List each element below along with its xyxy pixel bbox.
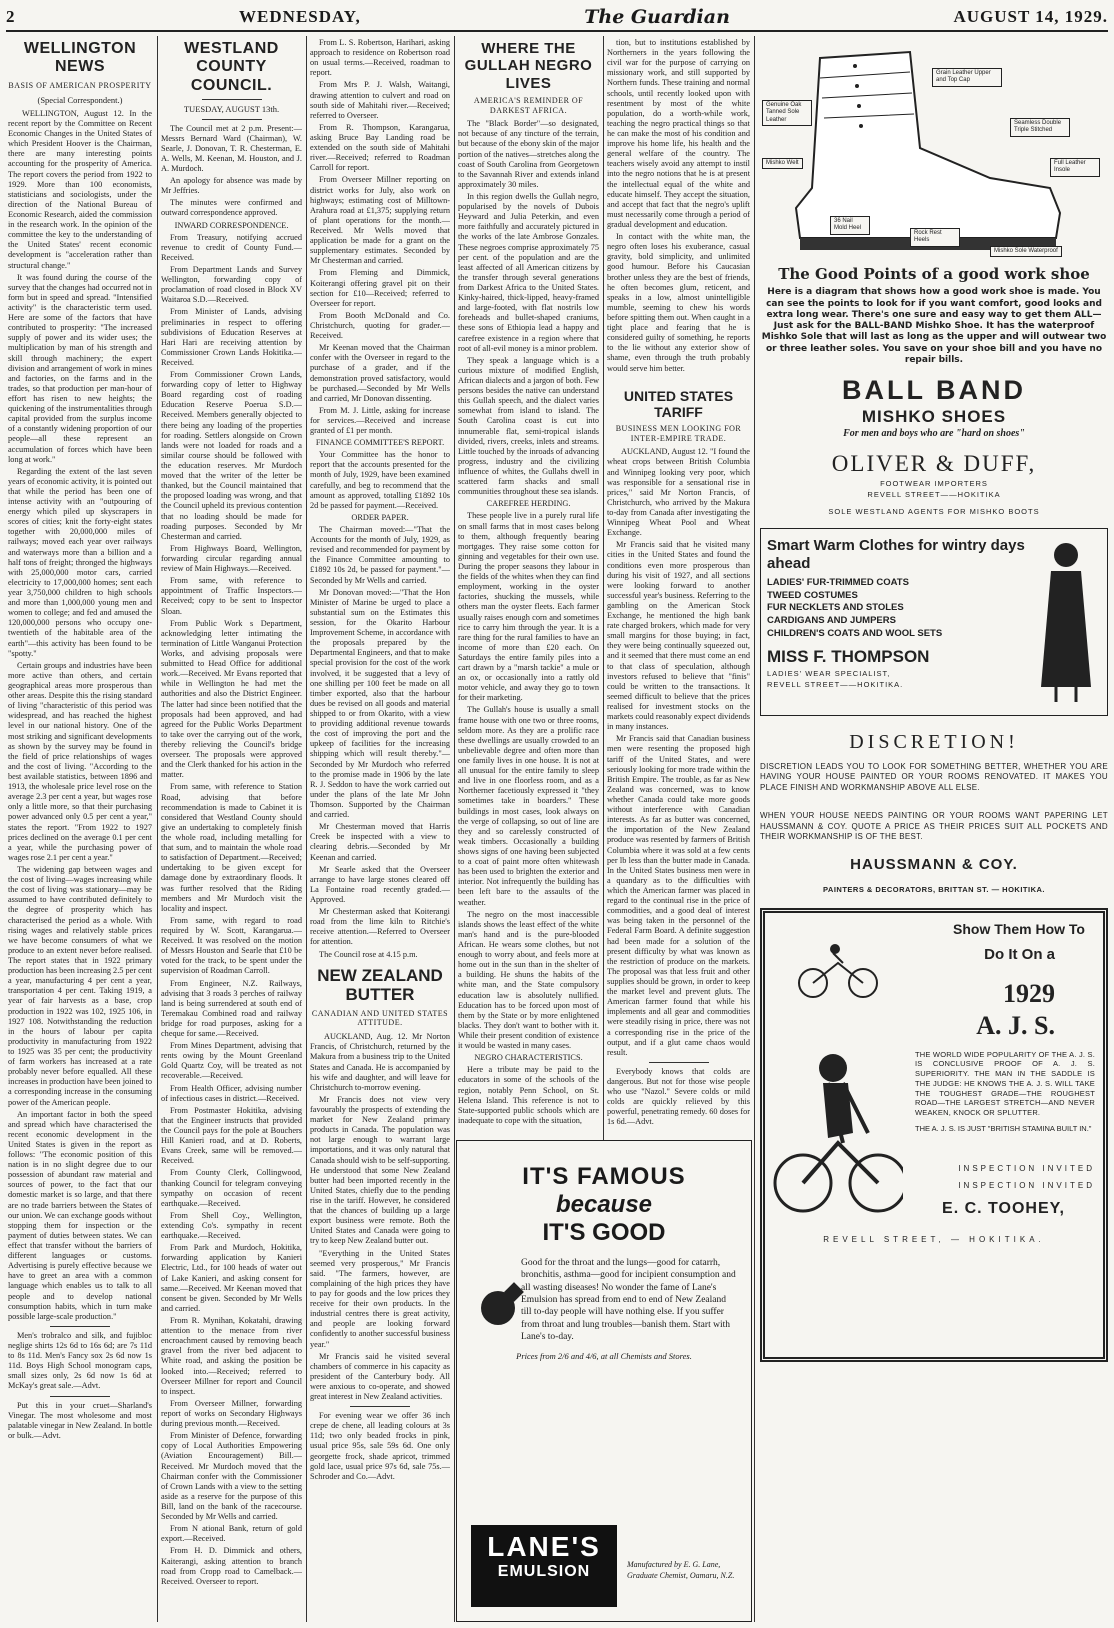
lanes-logo [471, 1525, 617, 1607]
article-paragraph: From Minister of Lands, advising preliminaries in respect to offering subdivisions of Education Reserves at Hari Hari are receiving attention by Commissioner Crown Lands Hokitika.—Received. [161, 307, 302, 367]
article-paragraph: Your Committee has the honor to report that the accounts presented for the month of July, 1929, have been examined carefully, and beg to recommend that the amount as approved, totalling £1892 10s 2d be passed for payment.—Received. [310, 450, 450, 510]
article-paragraph: From Booth McDonald and Co. Christchurch, quoting for grader.—Received. [310, 310, 450, 341]
article-paragraph: From Overseer Millner reporting on district works for July, also work on highways; estimating cost of Milltown-Arahura road at £1,375; supplying return of plant operations for the month.—Received. Mr Wells moved that application be made for a grant on the supplementary estimates. Seconded by Mr Chesterman and carried. [310, 175, 450, 266]
haussmann-address: PAINTERS & DECORATORS, BRITTAN ST. — HOKITIKA. [822, 884, 1046, 894]
oliver-duff-sub: FOOTWEAR IMPORTERS [880, 478, 988, 488]
article-paragraph: The "Black Border"—so designated, not because of any tincture of the terrain, but because of the ebony skin of the major portion of the natives—stretches along the coast of South Carolina from Georgetown to the Savannah River and extends inland approximately 30 miles. [458, 119, 599, 189]
column-divider [454, 36, 455, 1622]
article-paragraph: WELLINGTON, August 12. In the recent report by the Committee on Recent Economic Changes in the United States of which President Hoover is the Chairman, there are many interesting points accounting for the prosperity of America. The report covers the period from 1922 to 1929. More than 100 economists, statisticians and sociologists, under the direction of the National Bureau of Economic Research, aided the commission in the research work. In the opinion of the committee the key to the understanding of the United States' recent economic development is "acceleration rather than structural change." [8, 108, 152, 270]
mishko-tagline: For men and boys who are "hard on shoes" [843, 427, 1025, 439]
ballband-logo: BALL BAND [842, 375, 1026, 406]
column-wellington-news [8, 38, 152, 1622]
ad-headline: IT'S FAMOUS [522, 1163, 686, 1190]
byline: (Special Correspondent.) [37, 94, 123, 105]
article-paragraph: The negro on the most inaccessible islands shows the least effect of the white man's hand and is the pure-blooded African. He wears some clothes, but not enough to worry about, and feels more at home out in the sun than in the shelter of a building. He shuns the habits of the white man, and the State compulsory education law is absolutely nullified. Education has to be forced upon most of them by the State or by more enlightened blacks. They don't want to bother with it. While their present condition of existence it would be wasted in many cases. [458, 909, 599, 1051]
ad-body: Good for the throat and the lungs—good for catarrh, bronchitis, asthma—good for incipient consumption and all wasting diseases! No wonder the fame of Lane's Emulsion has spread from end to end of New Zealand till to-day people will have nothing else. If you suffer from throat and lung troubles—banish them. Start with Lane's to-day. [521, 1258, 736, 1343]
column-tariff [607, 38, 750, 1136]
manufacturer-note: Manufactured by E. G. Lane, Graduate Chemist, Oamaru, N.Z. [627, 1560, 735, 1580]
haussmann-name: HAUSSMANN & COY. [850, 856, 1018, 874]
divider [50, 1326, 110, 1327]
boot-label: Full Leather Insole [1050, 158, 1100, 177]
meeting-date: TUESDAY, AUGUST 13th. [183, 104, 280, 115]
logo-text: LANE'S [487, 1531, 601, 1562]
article-paragraph: Regarding the extent of the last seven years of economic activity, it is pointed out that while the period has been one of intense activity with an "outpouring of energy which piled up skyscrapers in scores of cities; knit the forty-eight states together with 20,000,000 miles of railways; moved each year over railways and waterways more than a billion and a half tons of freight; thronged the highways with 25,000,000 motor cars, carried electricity to 17,000,000 homes; sent each year 3,750,000 children to high schools and more than 1,000,000 young men and women to college; and fed and amused the 120,000,000 persons who occupy one-twentieth of the habitable area of the earth"—this activity has been found to be "spotty." [8, 466, 152, 658]
ajs-name: A. J. S. [976, 1010, 1055, 1040]
oliver-duff-agents: SOLE WESTLAND AGENTS FOR MISHKO BOOTS [828, 507, 1040, 517]
subhead-butter: CANADIAN AND UNITED STATES ATTITUDE. [311, 1008, 449, 1028]
article-paragraph: Mr Keenan moved that the Chairman confer with the Overseer in regard to the purchase of a grader, and if the demonstration proved satisfactory, would be purchased.—Seconded by Mr Wells and carried, Mr Donovan dissenting. [310, 343, 450, 403]
discretion-body: DISCRETION LEADS YOU TO LOOK FOR SOMETHING BETTER, WHETHER YOU ARE HAVING YOUR HOUSE PAINTED OR YOUR ROOMS RENOVATED. IT MAKES YOU PLACE FINISH AND WORKMANSHIP ABOVE ALL ELSE. [760, 762, 1108, 792]
article-paragraph: From Postmaster Hokitika, advising that the Engineer instructs that provided the Council pays for the pole at Bouchers Hill Kanieri road, and at D. Roberts, Evans Creek, same will be removed.—Received. [161, 1105, 302, 1166]
thompson-ad [760, 528, 1108, 716]
article-paragraph: An important factor in both the speed and spread which have characterised the recent economic development in the United States is given in the report as follows: "The economic position of this nation is in no slight degree due to our possession of abundant raw material and sources of power, to the fact that our domestic market is so large, and that there are no trade barriers between the States of our union. We can exchange goods without stopping them for inspection or the payment of duties between states. We can effect that transfer without the barriers of different languages or customs. Advertising is purely effective because we have to greet an area with a common language which enables us to talk to all people and to develop national consumption habits, which in turn make possible large-scale production." [8, 1109, 152, 1321]
ad-list [767, 577, 1031, 641]
divider [50, 1396, 110, 1397]
article-paragraph: It was found during the course of the survey that the changes had occurred not in form but in speed and spread. "Intensified activity" is the characteristic term used. Here are some of the factors that have contributed to prosperity: "The increased supply of power and its wider uses; the multiplication by man of his strength and skill through machinery; the expert division and arrangement of work in mines and factories, on the farms and in the trades, so that production per man-hour of effort has risen to new heights; the quickening of the instrumentalities through capital provided from the surplus income of a constantly widening proportion of our people—all these represent an accumulation of forces which have been long at work." [8, 272, 152, 464]
masthead [6, 4, 1108, 30]
article-paragraph: Mr Francis said that Canadian business men were resenting the proposed high tariff of the United States, and were seriously looking for more trade within the British Empire. The trouble, as far as New Zealand was concerned, was to know whether Canada could take more goods without interference with Canadian interests. As far as butter was concerned, the importation of the New Zealand produce was resented by farmers of British Columbia where it was sold at a few cents per lb less than the butter made in Canada. In the United States business men were in a quandary as to the difficulties with which the American farmer was placed in regard to the continual rise in the price of commodities, and a good deal of interest was being taken in the personnel of the Federal Farm Board. A definite suggestion had been made for a solution of the present difficulty by what was known as the restriction of produce on the markets. The proposal was that less fruit and other supplies should be grown, in order to keep the market level and prevent gluts. The American farmer found that while his implements and all gear and commodities were steadily rising in price, there was not a corresponding rise in the price of the output, and if a glut came chaos would result. [607, 734, 750, 1057]
boot-label: Seamless Double Triple Stitched [1010, 118, 1070, 137]
section-heading: CAREFREE HERDING. [486, 499, 571, 509]
article-paragraph: From Overseer Millner, forwarding report of works on Secondary Highways during previous month.—Received. [161, 1398, 302, 1429]
article-paragraph: From same, with regard to road required by W. Scott, Karangarua.—Received. It was resolved on the motion of Messrs Houston and Searle that £10 be voted for the track, to be spent under the supervision of Roadman Carroll. [161, 915, 302, 976]
column-divider [157, 36, 158, 1622]
ajs-headline: Show Them How To [953, 920, 1085, 937]
article-paragraph: "Everything in the United States seemed very prosperous," Mr Francis said. "The farmers, however, are complaining of the high prices they have to pay for goods and the low prices they receive for their own products. In the industrial centres there is great activity, and people are looking forward confidently to another successful business year." [310, 1248, 450, 1349]
article-paragraph: tion, but to institutions established by Northerners in the years following the civil war for the purpose of carrying on missionary work, and still supported by Northern funds. These training and normal schools, until recently looked upon with resentment by most of the white population, do a worth-while work, teaching the negro practical things so that he can make the most of his condition and improve his home life, his health and the general welfare of the country. The teachers wisely avoid any attempt to instil into the negro notions that he is at present the intellectual equal of the white and educate himself. They accept the situation, and accept that fact that the negro's uplift must necessarily come through a period of gradual development and education. [607, 38, 750, 229]
masthead-rule [6, 30, 1108, 32]
article-paragraph: The Council met at 2 p.m. Present:—Messrs Bernard Ward (Chairman), W. Searle, J. Donovan, T. R. Chesterman, E. A. Wells, M. Keenan, M. Houston, and J. A. Murdoch. [161, 123, 302, 173]
masthead-day: WEDNESDAY, [239, 7, 361, 26]
headline-gullah: WHERE THE GULLAH NEGRO LIVES [464, 40, 593, 92]
article-paragraph: AUCKLAND, August 12. "I found the wheat crops between British Columbia and Winnipeg looking very poor, which was responsible for a sensational rise in prices," said Mr Norton Francis, of Christchurch, who arrived by the Makura to-day from Canada after investigating the Winnipeg Wheat Pool and Wheat Exchange. [607, 447, 750, 538]
advertisement-text: For evening wear we offer 36 inch crepe de chene, all leading colours at 3s 11d; two only beaded frocks in pink, usual price 95s, sale 59s 6d. One only georgette frock, shade apricot, trimmed gold lace, usual price 97s 6d, sale 75s.—Schroder and Co.—Advt. [310, 1411, 450, 1481]
ajs-year: 1929 [1003, 979, 1055, 1009]
masthead-date: AUGUST 14, 1929. [953, 7, 1108, 26]
article-paragraph: Mr Searle asked that the Overseer arrange to have large stones cleared off La Fontaine road recently graded.—Approved. [310, 864, 450, 904]
thompson-name: MISS F. THOMPSON [767, 646, 930, 666]
divider [202, 119, 262, 120]
headline-nz-butter: NEW ZEALAND BUTTER [317, 965, 443, 1005]
ad-prices: Prices from 2/6 and 4/6, at all Chemists and Stores. [516, 1351, 692, 1362]
mishko-heading: MISHKO SHOES [861, 406, 1007, 426]
section-heading: ORDER PAPER. [351, 512, 409, 522]
article-paragraph: The minutes were confirmed and outward correspondence approved. [161, 198, 302, 218]
article-paragraph: From L. S. Robertson, Harihari, asking approach to residence on Robertson road on usual terms.—Received, roadman to report. [310, 38, 450, 78]
article-paragraph: These people live in a purely rural life on small farms that in most cases belong to them, although frequently bearing mortgages. They raise some cotton for ginning and vegetables for their own use. During the proper seasons they labour in the fields of the whites when they can find employment, working in the oyster factories, shucking the mussels, while others man the oyster fleets. Each farmer usually raises enough corn and sometimes rice to carry him through the year. It is a rare thing for the rural families to have an income of more than £20 each. On Saturdays the entire family piles into a cart drawn by a "marsh tackie" a mule or an ox, or occasionally into a rattly old motor vehicle, and away they go to town for their marketing. [458, 511, 599, 703]
ad-list-item: CHILDREN'S COATS AND WOOL SETS [767, 627, 943, 639]
article-paragraph: From Park and Murdoch, Hokitika, forwarding application by Kanieri Electric, Ltd., for 100 heads of water out of Lake Kanieri, and asking consent for same.—Received. Mr Keenan moved that consent be given. Seconded by Mr Wells and carried. [161, 1243, 302, 1313]
article-paragraph: Mr Chesterman asked that Koiterangi road from the lime kiln to Ritchie's receive attention.—Referred to Overseer for attention. [310, 907, 450, 947]
article-paragraph: From R. Mynihan, Kokatahi, drawing attention to the menace from river encroachment caused by removing beach gravel from the river bed adjacent to White road, and asking the position be looked into.—Received; referred to Overseer Millner for report and Council to inspect. [161, 1316, 302, 1396]
section-heading: INWARD CORRESPONDENCE. [174, 220, 289, 230]
boot-label: 36 Nail Mold Heel [830, 216, 870, 235]
ad-headline: Smart Warm Clothes for wintry days ahead [767, 536, 1025, 572]
article-paragraph: From Engineer, N.Z. Railways, advising that 3 roads 3 perches of railway land is being surrendered at south end of Teremakau Combined road and railway bridge for road purposes, asking for a cheque for same.—Received. [161, 978, 302, 1039]
ajs-body: THE A. J. S. IS JUST "BRITISH STAMINA BUILT IN." [915, 1123, 1092, 1133]
logo-text: EMULSION [497, 1563, 591, 1580]
article-paragraph: AUCKLAND, Aug. 12. Mr Norton Francis, of Christchurch, returned by the Makura from a business trip to the United States and Canada. He is accompanied by his wife and daughter, and will leave for Christchurch to-morrow evening. [310, 1032, 450, 1092]
article-paragraph: They speak a language which is a curious mixture of modified English, African dialects and a jargon of both. Few persons besides the native can understand this Gullah speech, and the dialect varies somewhat from island to island. The South Carolina coast is cut into innumerable flat, semi-tropical islands divided, rivers, creeks, inlets and streams. Little touched by the inroads of advancing progress, industry and the civilizing influence of whites, the Gullahs dwell in scattered farm shacks and small communities throughout these sea islands. [458, 355, 599, 497]
article-paragraph: Certain groups and industries have been more active than others, and certain geographical areas more prosperous than other areas. Despite this the rising standard of living "characteristic of this period was widespread, and has reached the highest level in our national history. One of the most striking and significant developments as shown by the survey may be found in the field of price relationships of wages and the cost of living. "According to the best available statistics, between 1896 and 1913, the wholesale price level rose on the average 2.3 per cent a year, but wages rose only a little more, so that their purchasing power advanced only 0.5 per cent a year," states the report. "From 1922 to 1927 prices declined on the average 0.1 per cent a year, while the purchasing power of wages rose 2.1 per cent a year." [8, 660, 152, 862]
column-advertisements [760, 38, 1108, 1622]
article-paragraph: From Commissioner Crown Lands, forwarding copy of letter to Highway Board regarding cost of roading Education Reserve Poerua S.D.—Received. Members generally objected to there being any loading of the properties for roading. Settlers alongside on Crown lands were not loaded for roads and a similar course should be followed with the education reserves. Mr Murdoch moved that the writer of the letter be thanked, but the Council maintained that the proposed loading was wrong, and that the Council upheld its previous contention that no loading should be made for roading purposes. Seconded by Mr Chesterman and carried. [161, 370, 302, 541]
lady-figure-illustration [1031, 537, 1101, 707]
discretion-headline: DISCRETION! [849, 730, 1019, 753]
ad-list-item: CARDIGANS AND JUMPERS [767, 615, 896, 627]
column-county-council [161, 38, 302, 1622]
divider [202, 99, 262, 100]
article-paragraph: From Mrs P. J. Walsh, Waitangi, drawing attention to culvert and road on south side of Mahitahi river.—Received; referred to Overseer. [310, 80, 450, 120]
ad-headline: because [555, 1191, 653, 1218]
article-paragraph: From Shell Coy., Wellington, extending Co's. sympathy in recent earthquake.—Received. [161, 1210, 302, 1241]
hand-pointer-icon [481, 1291, 515, 1325]
boot-label: Genuine Oak Tanned Sole Leather [762, 100, 812, 126]
oliver-duff-address: REVELL STREET——HOKITIKA [867, 490, 1001, 500]
divider [350, 1406, 410, 1407]
article-paragraph: From Fleming and Dimmick, Koiterangi offering gravel pit on their section for £10—Received; referred to Overseer for report. [310, 268, 450, 308]
ad-headline-good-points: The Good Points of a good work shoe [778, 265, 1090, 283]
article-paragraph: From Mines Department, advising that rents owing by the Mount Greenland Gold Quartz Coy, will be treated as not recoverable.—Received. [161, 1041, 302, 1081]
advertisement-text: Everybody knows that colds are dangerous. But not for those wise people who use "Nazol." Severe colds or mild colds are quickly relieved by this powerful, penetrating remedy. 60 doses for 1s 6d.—Advt. [607, 1066, 750, 1127]
article-paragraph: The Council rose at 4.15 p.m. [319, 949, 418, 959]
thompson-sub: LADIES' WEAR SPECIALIST, [767, 668, 891, 678]
headline-westland-council: WESTLAND COUNTY COUNCIL. [184, 40, 279, 94]
ad-list-item: LADIES' FUR-TRIMMED COATS [767, 576, 909, 588]
article-paragraph: An apology for absence was made by Mr Jeffries. [161, 176, 302, 196]
paper-title: The Guardian [584, 6, 730, 28]
boot-label: Rock Rest Heels [910, 228, 960, 247]
motorcyclist-illustration [773, 943, 903, 1243]
toohey-address: REVELL STREET, — HOKITIKA. [823, 1234, 1045, 1244]
article-paragraph: From Minister of Defence, forwarding copy of Local Authorities Empowering (Aviation Encouragement) Bill.—Received. Mr Murdoch moved that the Chairman confer with the Commissioner of Crown Lands with a view to the setting aside as a reserve for the purpose of this Bill, land on the bank of the racecourse. Seconded by Mr Wells and carried. [161, 1431, 302, 1522]
section-heading: NEGRO CHARACTERISTICS. [474, 1053, 583, 1063]
oliver-duff-name: OLIVER & DUFF, [831, 450, 1037, 476]
article-paragraph: In contact with the white man, the negro often loses his exuberance, casual gravity, bold simplicity, and unlimited good humour. Before his Caucasian brother unless they are the best of friends, he often becomes glum, reticent, and speaks in a low, almost unintelligible mumble, seeming to chew his words before spitting them out. When caught in a tight place and fearing that he is considered guilty of something, he reports to the lie without any exterior show of shame, even through the truth probably would serve him better. [607, 232, 750, 373]
column-council-cont [310, 38, 450, 1622]
article-paragraph: From Highways Board, Wellington, forwarding circular regarding annual review of Main Highways.—Received. [161, 543, 302, 574]
article-paragraph: The Chairman moved:—"That the Accounts for the month of July, 1929, as revised and recommended for payment by the Finance Committee amounting to £1892 10s 2d, be passed for payment."—Seconded by Mr Wells and carried. [310, 525, 450, 585]
toohey-name: E. C. TOOHEY, [942, 1200, 1065, 1218]
page-number: 2 [6, 7, 16, 26]
lanes-emulsion-ad [456, 1140, 752, 1622]
boot-label: Grain Leather Upper and Top Cap [932, 68, 1002, 87]
article-paragraph: From Health Officer, advising number of infectious cases in district.—Received. [161, 1083, 302, 1103]
subhead-tariff: BUSINESS MEN LOOKING FOR INTER-EMPIRE TRADE. [615, 423, 742, 443]
boot-label: Mishko Welt [762, 158, 803, 169]
divider [649, 1062, 709, 1063]
article-paragraph: Mr Francis said he visited several chambers of commerce in his capacity as president of the Canterbury body. All were anxious to co-operate, and showed great interest in New Zealand activities. [310, 1351, 450, 1402]
ajs-headline: Do It On a [984, 945, 1055, 963]
ad-headline: IT'S GOOD [542, 1219, 666, 1246]
ajs-ad [760, 908, 1108, 1362]
subhead-gullah: AMERICA'S REMINDER OF DARKEST AFRICA. [473, 95, 584, 115]
column-divider [306, 36, 307, 1622]
headline-wellington-news: WELLINGTON NEWS [23, 40, 137, 76]
article-paragraph: Mr Chesterman moved that Harris Creek be inspected with a view to clearing debris.—Seconded by Mr Keenan and carried. [310, 822, 450, 862]
subhead-american-prosperity: BASIS OF AMERICAN PROSPERITY [8, 80, 152, 90]
article-paragraph: From Treasury, notifying accrued revenue to credit of County Fund.—Received. [161, 232, 302, 262]
ajs-body: THE WORLD WIDE POPULARITY OF THE A. J. S. IS CONCLUSIVE PROOF OF A. J. S. SUPERIORITY. THE MAN IN THE SADDLE IS THE JUDGE: HE KNOWS THE A. J. S. WILL TAKE THE TOUGHEST GRADE—THE ROUGHEST ROAD—THE LARGEST STRETCH—AND NEVER WEAKEN, KNOCK OR SPLUTTER. [915, 1049, 1095, 1118]
boot-diagram [760, 38, 1108, 263]
section-heading: FINANCE COMMITTEE'S REPORT. [315, 438, 445, 448]
article-paragraph: From Public Work s Department, acknowledging letter intimating the termination of Little Wanganui Protection Works, and advising proposals were submitted to Head Office for additional work.—Received. Mr Evans reported that while in Wellington he had met the authorities and also the District Engineer. The latter had since been notified that the proposals had been approved, and had agreed for the Public Works Department to take over the carrying out of the work, thereby relieving the Council's bridge overseer. The proposals were approved and the Clerk thanked for his action in the matter. [161, 618, 302, 780]
article-paragraph: From same, with reference to appointment of Traffic Inspectors.—Received; copy to be sent to Inspector Sloan. [161, 576, 302, 616]
ajs-inspection: INSPECTION INVITED [958, 1181, 1095, 1191]
ad-list-item: TWEED COSTUMES [767, 589, 858, 601]
column-gullah [458, 38, 599, 1136]
article-paragraph: The widening gap between wages and the cost of living—wages increasing while the cost of living was stationary—may be assumed to have contributed definitely to the degree of prosperity which has characterised the period as a whole. With rising wages and relatively stable prices we have become consumers of what we produce to an extent never before realised. The report states that in 1922 primary production has been increasing 2.5 per cent a year, manufacturing 4 per cent a year, transportation 4 per cent. Taking 1919, a year of fair harvests as a base, crop production in 1922 was 102, 1925 106, in 1927 108. Notwithstanding the reduction in the hours of labour per capita productivity in manufacturing from 1922 to 1925 was 35 per cent; the productivity of farm workers has increased at a rate probably never before equalled. All these increases in production have been joined to a corresponding increase in the consuming power of the American people. [8, 864, 152, 1107]
advertisement-text: Men's trobralco and silk, and fujibloc neglige shirts 12s 6d to 16s 6d; are 7s 11d to 8s 11d. Men's Fancy sox 2s 6d now 1s 11d. Boys High School monogram caps, small sizes only, 2s 6d now 1s 6d at McKay's great sale.—Advt. [8, 1330, 152, 1391]
boot-label: Mishko Sole Waterproof [990, 246, 1062, 257]
ad-list-item: FUR NECKLETS AND STOLES [767, 602, 904, 614]
ad-body: Here is a diagram that shows how a good work shoe is made. You can see the points to look for if you want comfort, good looks and extra long wear. There's one sure and easy way to get them ALL—Just ask for the BALL-BAND Mishko Shoe. It has the waterproof Mishko Sole that will last as long as the upper and will outwear two or three leather soles. You save on your shoe bill and you have no repair bills. [761, 287, 1107, 365]
article-paragraph: From Department Lands and Survey Wellington, forwarding copy of proclamation of road closed in Block XV Waitaroa S.D.—Received. [161, 264, 302, 305]
article-paragraph: From N ational Bank, return of gold export.—Received. [161, 1524, 302, 1544]
article-paragraph: Mr Francis said that he visited many cities in the United States and found the conditions even more prosperous than during his visit of 1927, and all sections were looking forward to another successful year's business. Referring to the gambling on the American Stock Exchange, he mentioned the high bank rate charged brokers, which made for very small margins for those buying; in fact, they were being continually squeezed out, and it seemed that there must come an end to that class of speculation, although investors refused to believe that "finis" could be written to the transactions. It seemed difficult to believe that the prices realised for investment stocks on the markets could reasonably expect dividends in many instances. [607, 540, 750, 732]
headline-us-tariff: UNITED STATES TARIFF [623, 387, 734, 420]
ajs-inspection: INSPECTION INVITED [958, 1163, 1095, 1173]
article-paragraph: In this region dwells the Gullah negro, popularised by the novels of Dubois Heyward and Julia Peterkin, and even more faithfully and accurately pictured in the works of the late Ambrose Gonzales. These negroes comprise approximately 75 per cent. of the population and are the least affected of all American citizens by the transfer through several generations from Darkest Africa to the United States. Kinky-haired, thick-lipped, heavy-framed and large-footed, with flat nostrils low foreheads and bullet-shaped craniums, these sons of Ethiopia lead a happy and carefree existence in a region where that root of all-evil money is a minor problem. [458, 192, 599, 353]
article-paragraph: From same, with reference to Station Road, advising that before recommendation is made to Cabinet it is considered that Westland County should give an undertaking to completely finish the whole road, including metalling for that sum, and to maintain the whole road to satisfaction of Department.—Received; undertaking to be given except for damage done by extraordinary floods. It was further resolved that the Riding members and Mr Murdoch visit the locality and inspect. [161, 782, 302, 913]
article-paragraph: From County Clerk, Collingwood, thanking Council for telegram conveying sympathy on occasion of recent earthquake.—Received. [161, 1168, 302, 1208]
article-paragraph: From R. Thompson, Karangarua, asking Bruce Bay Landing road be extended on the south side of Mahitahi river.—Received; referred to Roadman Carroll for report. [310, 122, 450, 173]
column-divider [754, 36, 755, 1622]
discretion-body: WHEN YOUR HOUSE NEEDS PAINTING OR YOUR ROOMS WANT PAPERING LET HAUSSMANN & COY. QUOTE A PRICE AS THEIR PRICES SUIT ALL POCKETS AND THEIR WORKMANSHIP IS OF THE BEST. [760, 811, 1108, 842]
article-paragraph: Mr Donovan moved:—"That the Hon Minister of Marine be urged to place a substantial sum on the Estimates this session, for the Okarito Harbour Improvement Scheme, in accordance with the proposals prepared by the Departmental Engineers, and that to make special provision for the cost of the work involved, it be suggested that a levy of one shilling per 100 feet be made on all timber exported, also that the harbour dues be revised on all goods and material shipped to or from Okarito, with a view to providing additional revenue towards the cost of improving the port and the upkeep of facilities for the increasing shipping which will result thereby."—Seconded by Mr Murdoch who referred to the promise made in 1906 by the late R. J. Seddon to have the work carried out under the plans of the late Mr John Thomson. Supported by the Chairman and carried. [310, 587, 450, 820]
thompson-address: REVELL STREET——HOKITIKA. [767, 679, 904, 689]
article-paragraph: Mr Francis does not view very favourably the prospects of extending the market for New Zealand primary products in Canada. The population was not large enough to warrant large importations, and it was only natural that Canada should wish to be self-supporting. He understood that some New Zealand butter had been imported recently in the United States, chiefly due to the pending rise in the tariff. However, he considered that the chances of building up a large export business were remote. Both the United States and Canada were going to try to keep New Zealand butter out. [310, 1094, 450, 1246]
article-paragraph: From H. D. Dimmick and others, Kaiterangi, asking attention to branch road from Cropp road to Camelback.—Received. Overseer to report. [161, 1546, 302, 1586]
article-paragraph: Here a tribute may be paid to the educators in some of the schools of the region, notably Penn School, on St. Helena Island. This reference is not to State-supported public schools which are inadequate to cope with the situation, [458, 1065, 599, 1125]
advertisement-text: Put this in your cruet—Sharland's Vinegar. The most wholesome and most palatable vinegar in New Zealand. In bottle or bulk.—Advt. [8, 1400, 152, 1440]
article-paragraph: From M. J. Little, asking for increase for services.—Received and increase granted of £1 per month. [310, 405, 450, 436]
article-paragraph: The Gullah's house is usually a small frame house with one two or three rooms, seldom more. As they are a prolific race these dwellings are usually crowded to an unbelievable degree and often more than one family lives in one house. It is not at all unusual for the entire family to sleep and live in one floorless room, and as a Northerner facetiously expressed it "they sometimes take in boarders." These buildings in most cases, look always on the verge of collapsing, so out of line are they and so carelessly constructed of weak timbers. Occasionally a building shows signs of one having been subjected to a coat of paint more often whitewash has been used to brighten the exterior and interior. Not infrequently the building has been left bare to the assaults of the weather. [458, 705, 599, 907]
